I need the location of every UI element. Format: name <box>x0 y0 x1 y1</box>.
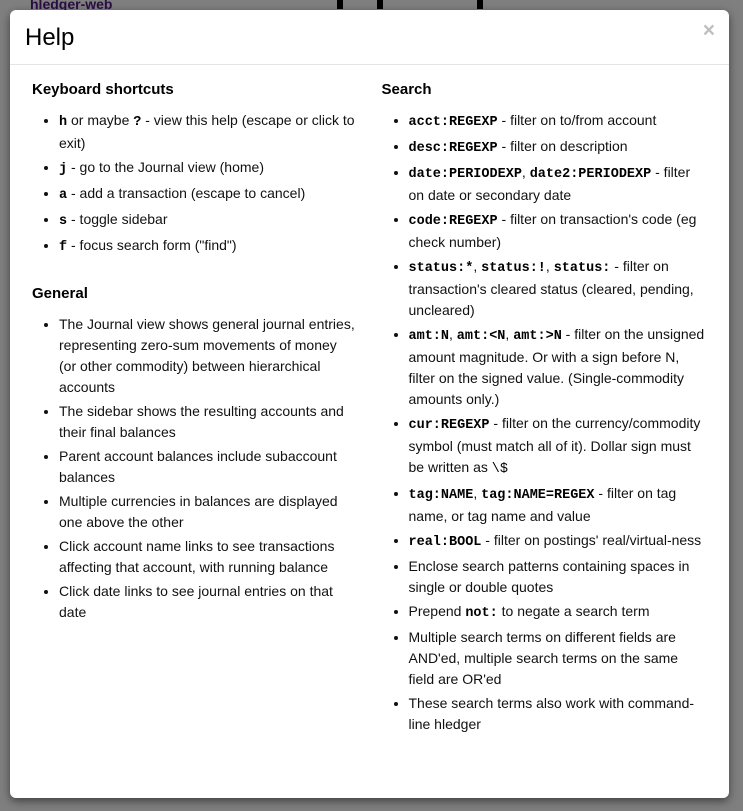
code-term: date2:PERIODEXP <box>529 167 652 182</box>
code-term: not: <box>465 606 498 621</box>
help-item: • j - go to the Journal view (home) <box>59 157 358 180</box>
code-term: a <box>59 188 68 203</box>
section-heading: General <box>32 285 88 302</box>
help-item: • real:BOOL - filter on postings' real/virtual-ness <box>409 530 708 553</box>
help-item: • status:*, status:!, status: - filter on transaction's cleared status (cleared, pending, uncleared) <box>409 256 708 321</box>
code-term: tag:NAME=REGEX <box>481 488 595 503</box>
help-item: • The sidebar shows the resulting accounts and their final balances <box>59 401 358 443</box>
code-term: \$ <box>491 462 508 477</box>
help-item: • f - focus search form ("find") <box>59 235 358 258</box>
code-term: ? <box>133 115 142 130</box>
section-list <box>382 110 708 735</box>
help-item: • s - toggle sidebar <box>59 209 358 232</box>
help-item: • Click account name links to see transactions affecting that account, with running balance <box>59 536 358 578</box>
help-item: • These search terms also work with command-line hledger <box>409 693 708 735</box>
section-list <box>32 110 358 258</box>
help-modal <box>10 10 729 798</box>
code-term: status:* <box>408 261 474 276</box>
code-term: amt:>N <box>513 329 562 344</box>
code-term: s <box>59 214 68 229</box>
code-term: cur:REGEXP <box>408 418 490 433</box>
help-item: • h or maybe ? - view this help (escape or click to exit) <box>59 110 358 154</box>
code-term: desc:REGEXP <box>408 141 498 156</box>
modal-title: Help <box>25 24 75 51</box>
section-heading: Search <box>381 81 432 98</box>
close-icon[interactable]: × <box>702 19 715 42</box>
help-item: • amt:N, amt:<N, amt:>N - filter on the unsigned amount magnitude. Or with a sign before N, filter on the signed value. (Single-commodity amounts only.) <box>409 324 708 410</box>
modal-header <box>10 10 729 65</box>
code-term: real:BOOL <box>408 535 482 550</box>
modal-body <box>10 65 729 765</box>
code-term: amt:<N <box>456 329 506 344</box>
code-term: status: <box>553 261 611 276</box>
help-item: • Multiple search terms on different fields are AND'ed, multiple search terms on the same field are OR'ed <box>409 627 708 690</box>
help-item: • Parent account balances include subaccount balances <box>59 446 358 488</box>
help-item: • code:REGEXP - filter on transaction's code (eg check number) <box>409 209 708 253</box>
code-term: status:! <box>481 261 546 276</box>
code-term: f <box>59 240 68 255</box>
help-column-left <box>32 71 358 745</box>
help-item: • Enclose search patterns containing spaces in single or double quotes <box>409 556 708 598</box>
code-term: acct:REGEXP <box>408 115 498 130</box>
help-item: • a - add a transaction (escape to cancel) <box>59 183 358 206</box>
code-term: amt:N <box>408 329 450 344</box>
help-item: • Prepend not: to negate a search term <box>409 601 708 624</box>
code-term: j <box>59 162 68 177</box>
help-item: • Multiple currencies in balances are displayed one above the other <box>59 491 358 533</box>
section-heading: Keyboard shortcuts <box>32 81 174 98</box>
help-item: • acct:REGEXP - filter on to/from account <box>409 110 708 133</box>
help-item: • tag:NAME, tag:NAME=REGEX - filter on tag name, or tag name and value <box>409 483 708 527</box>
help-item: • The Journal view shows general journal entries, representing zero-sum movements of money (or other commodity) between hierarchical accounts <box>59 314 358 398</box>
code-term: tag:NAME <box>408 488 474 503</box>
help-item: • cur:REGEXP - filter on the currency/commodity symbol (must match all of it). Dollar sign must be written as \$ <box>409 413 708 480</box>
help-item: • desc:REGEXP - filter on description <box>409 136 708 159</box>
help-item: • Click date links to see journal entries on that date <box>59 581 358 623</box>
code-term: code:REGEXP <box>408 214 498 229</box>
code-term: h <box>59 115 68 130</box>
code-term: date:PERIODEXP <box>408 167 522 182</box>
section-list <box>32 314 358 623</box>
help-item: • date:PERIODEXP, date2:PERIODEXP - filter on date or secondary date <box>409 162 708 206</box>
help-column-right <box>382 71 708 745</box>
